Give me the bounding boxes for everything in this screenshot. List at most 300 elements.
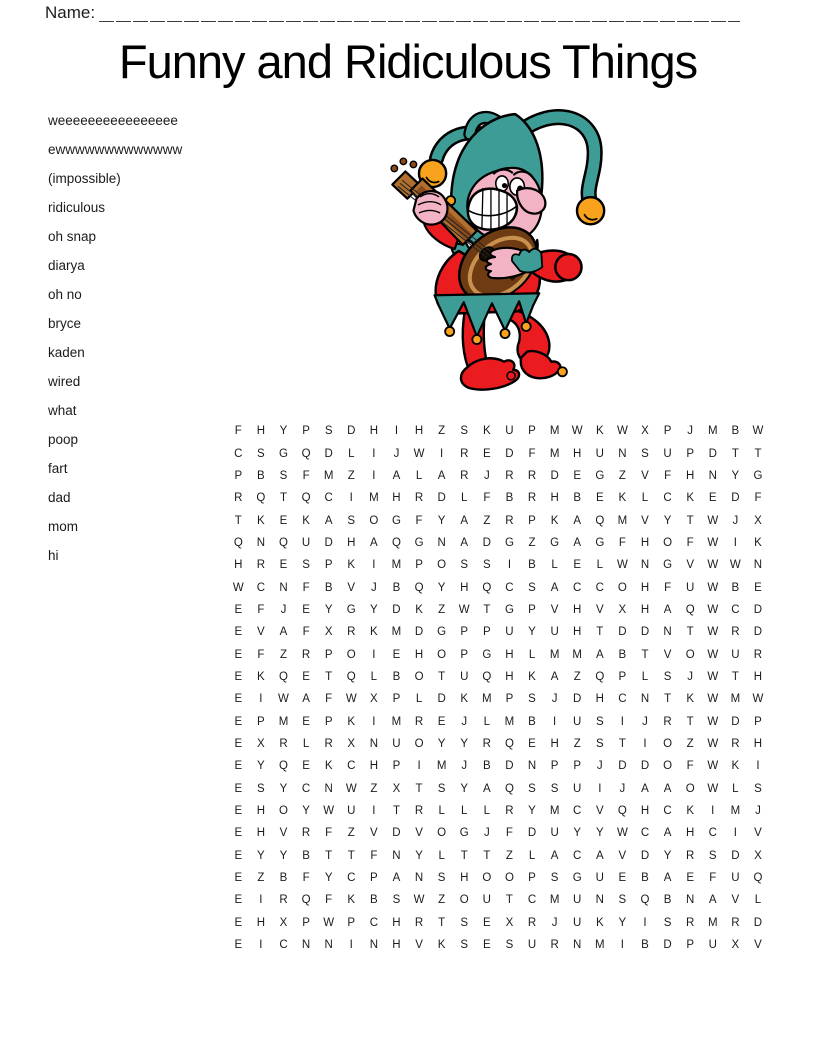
grid-letter: J <box>755 805 761 818</box>
grid-letter: E <box>573 559 582 572</box>
grid-letter: P <box>415 559 423 572</box>
grid-letter: N <box>437 536 446 549</box>
grid-letter: Y <box>302 805 310 818</box>
grid-letter: U <box>392 737 401 750</box>
grid-letter: T <box>596 626 604 639</box>
grid-letter: D <box>505 447 514 460</box>
grid-letter: G <box>663 559 673 572</box>
grid-letter: S <box>528 693 536 706</box>
grid-letter: W <box>707 626 719 639</box>
grid-letter: M <box>549 894 560 907</box>
grid-letter: W <box>707 693 719 706</box>
grid-letter: T <box>505 894 513 907</box>
grid-letter: B <box>663 894 672 907</box>
grid-letter: D <box>324 447 333 460</box>
grid-letter: L <box>641 492 649 505</box>
grid-letter: I <box>733 536 737 549</box>
grid-letter: R <box>505 514 514 527</box>
grid-letter: S <box>437 782 446 795</box>
grid-letter: V <box>370 827 378 840</box>
grid-letter: L <box>438 805 445 818</box>
grid-letter: U <box>731 872 740 885</box>
grid-letter: Y <box>731 469 740 482</box>
grid-letter: U <box>595 872 604 885</box>
grid-letter: C <box>663 805 672 818</box>
grid-letter: W <box>707 715 719 728</box>
grid-letter: B <box>302 849 310 862</box>
grid-letter: B <box>505 492 514 505</box>
grid-letter: E <box>234 648 243 661</box>
grid-letter: A <box>392 469 401 482</box>
grid-letter: V <box>641 469 649 482</box>
grid-letter: E <box>234 782 243 795</box>
grid-letter: L <box>551 559 558 572</box>
grid-letter: Y <box>279 782 288 795</box>
grid-letter: T <box>234 514 242 527</box>
grid-letter: K <box>347 715 356 728</box>
grid-letter: Y <box>663 514 672 527</box>
grid-letter: W <box>616 559 628 572</box>
grid-letter: W <box>752 425 764 438</box>
grid-letter: P <box>324 715 333 728</box>
grid-letter: J <box>370 581 377 594</box>
grid-letter: O <box>437 827 447 840</box>
grid-letter: H <box>753 737 763 750</box>
grid-letter: Y <box>324 603 333 616</box>
grid-letter: L <box>732 782 739 795</box>
grid-letter: N <box>256 536 266 549</box>
grid-letter: P <box>528 603 536 616</box>
grid-letter: A <box>550 670 559 683</box>
grid-letter: O <box>437 559 447 572</box>
grid-letter: U <box>460 670 469 683</box>
grid-letter: Z <box>483 514 491 527</box>
grid-letter: Y <box>257 849 265 862</box>
word-list-item: ridiculous <box>48 200 106 215</box>
word-list-item: fart <box>48 461 68 476</box>
grid-letter: O <box>459 894 469 907</box>
grid-letter: K <box>324 760 333 773</box>
grid-letter: I <box>372 805 376 818</box>
grid-letter: S <box>257 447 265 460</box>
grid-letter: O <box>685 782 695 795</box>
grid-letter: Y <box>279 425 288 438</box>
grid-letter: C <box>731 603 740 616</box>
word-list-item: mom <box>48 519 78 534</box>
grid-letter: H <box>550 492 559 505</box>
grid-letter: H <box>753 670 763 683</box>
grid-letter: N <box>392 849 401 862</box>
grid-letter: M <box>323 469 334 482</box>
grid-letter: D <box>482 536 491 549</box>
grid-letter: L <box>483 715 491 728</box>
grid-letter: C <box>595 581 604 594</box>
grid-letter: W <box>323 916 335 929</box>
grid-letter: O <box>663 737 673 750</box>
grid-letter: F <box>325 827 333 840</box>
grid-letter: I <box>620 939 624 952</box>
grid-letter: X <box>754 514 762 527</box>
grid-letter: N <box>324 782 333 795</box>
grid-letter: E <box>302 603 310 616</box>
word-list-item: diarya <box>48 258 85 273</box>
grid-letter: P <box>234 469 243 482</box>
grid-letter: C <box>369 916 379 929</box>
grid-letter: M <box>391 715 402 728</box>
grid-letter: F <box>664 581 672 594</box>
grid-letter: R <box>527 469 537 482</box>
jester-illustration <box>370 98 632 410</box>
grid-letter: W <box>707 648 719 661</box>
grid-letter: E <box>302 715 310 728</box>
grid-letter: J <box>596 760 603 773</box>
grid-letter: Q <box>753 872 763 885</box>
grid-letter: K <box>482 425 491 438</box>
grid-letter: I <box>372 469 376 482</box>
grid-letter: A <box>460 536 469 549</box>
grid-letter: Q <box>482 581 492 594</box>
grid-letter: H <box>686 469 695 482</box>
grid-letter: B <box>370 894 378 907</box>
grid-letter: E <box>302 760 310 773</box>
grid-letter: Q <box>482 670 492 683</box>
grid-letter: D <box>708 447 717 460</box>
grid-letter: V <box>595 603 604 616</box>
grid-letter: D <box>731 492 740 505</box>
grid-letter: P <box>257 715 265 728</box>
grid-letter: O <box>504 872 514 885</box>
grid-letter: X <box>392 782 401 795</box>
grid-letter: B <box>641 939 649 952</box>
grid-letter: N <box>663 626 672 639</box>
grid-letter: H <box>505 670 514 683</box>
grid-letter: S <box>708 849 717 862</box>
grid-letter: L <box>438 849 445 862</box>
grid-letter: D <box>437 492 446 505</box>
grid-letter: G <box>572 872 582 885</box>
grid-letter: W <box>752 693 764 706</box>
word-list-item: bryce <box>48 316 82 331</box>
grid-letter: E <box>234 715 243 728</box>
grid-letter: O <box>414 670 424 683</box>
grid-letter: F <box>483 492 491 505</box>
grid-letter: Y <box>370 603 378 616</box>
grid-letter: S <box>550 872 559 885</box>
grid-letter: O <box>414 737 424 750</box>
grid-letter: W <box>232 581 244 594</box>
grid-letter: H <box>234 559 243 572</box>
grid-letter: V <box>415 939 423 952</box>
grid-letter: L <box>461 492 468 505</box>
grid-letter: Y <box>573 827 582 840</box>
grid-letter: I <box>372 447 376 460</box>
grid-letter: U <box>595 447 604 460</box>
grid-letter: I <box>372 715 376 728</box>
grid-letter: Z <box>573 737 581 750</box>
grid-letter: C <box>618 693 627 706</box>
grid-letter: C <box>347 760 356 773</box>
grid-letter: S <box>302 559 310 572</box>
grid-letter: U <box>482 894 491 907</box>
grid-letter: P <box>392 693 401 706</box>
grid-letter: Z <box>438 603 446 616</box>
grid-letter: H <box>392 939 401 952</box>
grid-letter: V <box>663 648 672 661</box>
grid-letter: N <box>640 559 650 572</box>
grid-letter: Q <box>504 782 514 795</box>
grid-letter: H <box>640 536 650 549</box>
grid-letter: R <box>234 492 243 505</box>
grid-letter: R <box>482 737 491 750</box>
grid-letter: C <box>234 447 243 460</box>
grid-letter: U <box>573 782 582 795</box>
grid-letter: J <box>642 715 648 728</box>
grid-letter: D <box>527 827 537 840</box>
grid-letter: Z <box>279 648 287 661</box>
grid-letter: Z <box>347 469 355 482</box>
grid-letter: V <box>686 559 694 572</box>
grid-letter: K <box>686 492 694 505</box>
grid-letter: K <box>370 626 378 639</box>
grid-letter: B <box>257 469 265 482</box>
grid-letter: A <box>663 827 672 840</box>
grid-letter: T <box>731 670 739 683</box>
grid-letter: W <box>707 670 719 683</box>
grid-letter: H <box>392 492 401 505</box>
grid-letter: R <box>414 715 424 728</box>
grid-letter: Y <box>437 737 446 750</box>
grid-letter: A <box>550 581 559 594</box>
grid-letter: G <box>279 447 288 460</box>
grid-letter: E <box>482 916 491 929</box>
grid-letter: S <box>641 447 649 460</box>
grid-letter: R <box>301 648 311 661</box>
grid-letter: S <box>460 559 469 572</box>
grid-letter: P <box>550 760 559 773</box>
grid-letter: E <box>686 872 694 885</box>
grid-letter: H <box>256 916 266 929</box>
grid-letter: B <box>528 715 536 728</box>
grid-letter: W <box>616 827 628 840</box>
grid-letter: A <box>482 782 491 795</box>
grid-letter: V <box>347 581 356 594</box>
grid-letter: M <box>549 648 560 661</box>
grid-letter: H <box>256 827 266 840</box>
grid-letter: U <box>505 425 514 438</box>
grid-letter: J <box>732 514 739 527</box>
grid-letter: F <box>302 626 310 639</box>
grid-letter: P <box>686 447 694 460</box>
grid-letter: B <box>731 425 740 438</box>
grid-letter: S <box>460 939 469 952</box>
grid-letter: T <box>415 782 423 795</box>
grid-letter: U <box>573 894 582 907</box>
grid-letter: I <box>733 827 737 840</box>
grid-letter: E <box>528 737 536 750</box>
grid-letter: N <box>369 939 379 952</box>
grid-letter: F <box>302 581 310 594</box>
grid-letter: D <box>347 425 356 438</box>
grid-letter: W <box>345 693 357 706</box>
grid-letter: E <box>279 559 288 572</box>
grid-letter: M <box>369 492 379 505</box>
grid-letter: B <box>482 760 491 773</box>
grid-letter: Q <box>414 581 424 594</box>
grid-letter: S <box>663 670 672 683</box>
grid-letter: V <box>754 827 762 840</box>
grid-letter: U <box>573 916 582 929</box>
grid-letter: V <box>595 805 604 818</box>
grid-letter: O <box>346 648 356 661</box>
grid-letter: V <box>257 626 265 639</box>
grid-letter: H <box>573 603 582 616</box>
grid-letter: Q <box>301 894 311 907</box>
grid-letter: Q <box>617 805 627 818</box>
grid-letter: J <box>483 827 490 840</box>
grid-letter: B <box>392 581 401 594</box>
letter-grid <box>227 420 769 956</box>
grid-letter: Q <box>279 536 288 549</box>
grid-letter: H <box>640 603 650 616</box>
grid-letter: F <box>709 872 717 885</box>
grid-letter: I <box>349 492 353 505</box>
grid-letter: S <box>505 939 514 952</box>
grid-letter: D <box>618 760 627 773</box>
grid-letter: I <box>349 939 353 952</box>
grid-letter: S <box>550 782 559 795</box>
grid-letter: S <box>595 715 604 728</box>
grid-letter: Y <box>437 514 446 527</box>
grid-letter: C <box>279 939 288 952</box>
grid-letter: H <box>460 581 469 594</box>
grid-letter: T <box>664 693 672 706</box>
grid-letter: M <box>278 715 289 728</box>
grid-letter: J <box>551 916 558 929</box>
grid-letter: Y <box>618 916 627 929</box>
grid-letter: P <box>324 648 333 661</box>
grid-letter: B <box>573 492 582 505</box>
grid-letter: R <box>301 827 311 840</box>
word-list-item: (impossible) <box>48 171 121 186</box>
grid-letter: R <box>663 715 672 728</box>
grid-letter: M <box>391 559 402 572</box>
grid-letter: K <box>595 916 604 929</box>
grid-letter: X <box>754 849 762 862</box>
grid-letter: H <box>256 805 266 818</box>
grid-letter: H <box>595 693 604 706</box>
grid-letter: P <box>754 715 762 728</box>
jester-grin <box>468 189 517 230</box>
grid-letter: F <box>370 849 378 862</box>
grid-letter: D <box>414 626 424 639</box>
grid-letter: Q <box>346 670 356 683</box>
grid-letter: A <box>302 693 310 706</box>
grid-letter: T <box>686 514 694 527</box>
grid-letter: I <box>598 782 602 795</box>
grid-letter: D <box>640 849 650 862</box>
grid-letter: O <box>482 872 492 885</box>
grid-letter: Z <box>573 670 581 683</box>
grid-letter: F <box>302 872 310 885</box>
grid-letter: T <box>483 849 491 862</box>
grid-letter: A <box>641 782 649 795</box>
grid-letter: Z <box>686 737 694 750</box>
grid-letter: X <box>257 737 265 750</box>
grid-letter: F <box>325 693 333 706</box>
grid-letter: E <box>708 492 717 505</box>
grid-letter: E <box>482 447 491 460</box>
grid-letter: S <box>437 872 446 885</box>
grid-letter: P <box>347 916 356 929</box>
grid-letter: K <box>686 693 694 706</box>
grid-letter: J <box>619 782 626 795</box>
grid-letter: L <box>370 670 378 683</box>
grid-letter: M <box>391 626 402 639</box>
grid-letter: N <box>527 760 537 773</box>
grid-letter: J <box>461 715 468 728</box>
grid-letter: B <box>641 872 649 885</box>
grid-letter: Y <box>663 849 672 862</box>
grid-letter: F <box>686 760 694 773</box>
grid-letter: R <box>731 737 740 750</box>
word-list-item: weeeeeeeeeeeeeeee <box>48 113 178 128</box>
grid-letter: P <box>482 626 491 639</box>
grid-letter: T <box>641 648 649 661</box>
grid-letter: Y <box>415 849 423 862</box>
grid-letter: H <box>369 425 379 438</box>
grid-letter: B <box>618 648 627 661</box>
grid-letter: L <box>415 693 423 706</box>
grid-letter: X <box>324 626 333 639</box>
grid-letter: W <box>616 425 628 438</box>
grid-letter: N <box>301 939 311 952</box>
grid-letter: P <box>686 939 694 952</box>
grid-letter: S <box>528 581 536 594</box>
grid-letter: C <box>324 492 333 505</box>
grid-letter: K <box>686 805 694 818</box>
grid-letter: M <box>595 939 605 952</box>
grid-letter: E <box>754 581 762 594</box>
grid-letter: R <box>731 626 740 639</box>
grid-letter: U <box>527 939 537 952</box>
grid-letter: Y <box>324 872 333 885</box>
name-blank-line[interactable] <box>99 1 740 22</box>
grid-letter: E <box>234 894 243 907</box>
grid-letter: F <box>664 469 672 482</box>
grid-letter: S <box>663 916 672 929</box>
grid-letter: G <box>595 469 605 482</box>
grid-letter: U <box>686 581 695 594</box>
grid-letter: W <box>707 559 719 572</box>
grid-letter: X <box>370 693 378 706</box>
grid-letter: S <box>347 514 356 527</box>
grid-letter: C <box>505 581 514 594</box>
grid-letter: Y <box>595 827 604 840</box>
grid-letter: U <box>663 447 672 460</box>
grid-letter: E <box>234 939 243 952</box>
grid-letter: X <box>641 425 649 438</box>
grid-letter: J <box>687 670 694 683</box>
grid-letter: G <box>437 626 447 639</box>
grid-letter: S <box>618 894 627 907</box>
grid-letter: W <box>413 894 425 907</box>
grid-letter: R <box>550 939 559 952</box>
word-list-item: what <box>48 403 77 418</box>
grid-letter: E <box>482 939 491 952</box>
grid-letter: E <box>234 805 243 818</box>
grid-letter: E <box>234 827 243 840</box>
grid-letter: O <box>437 648 447 661</box>
